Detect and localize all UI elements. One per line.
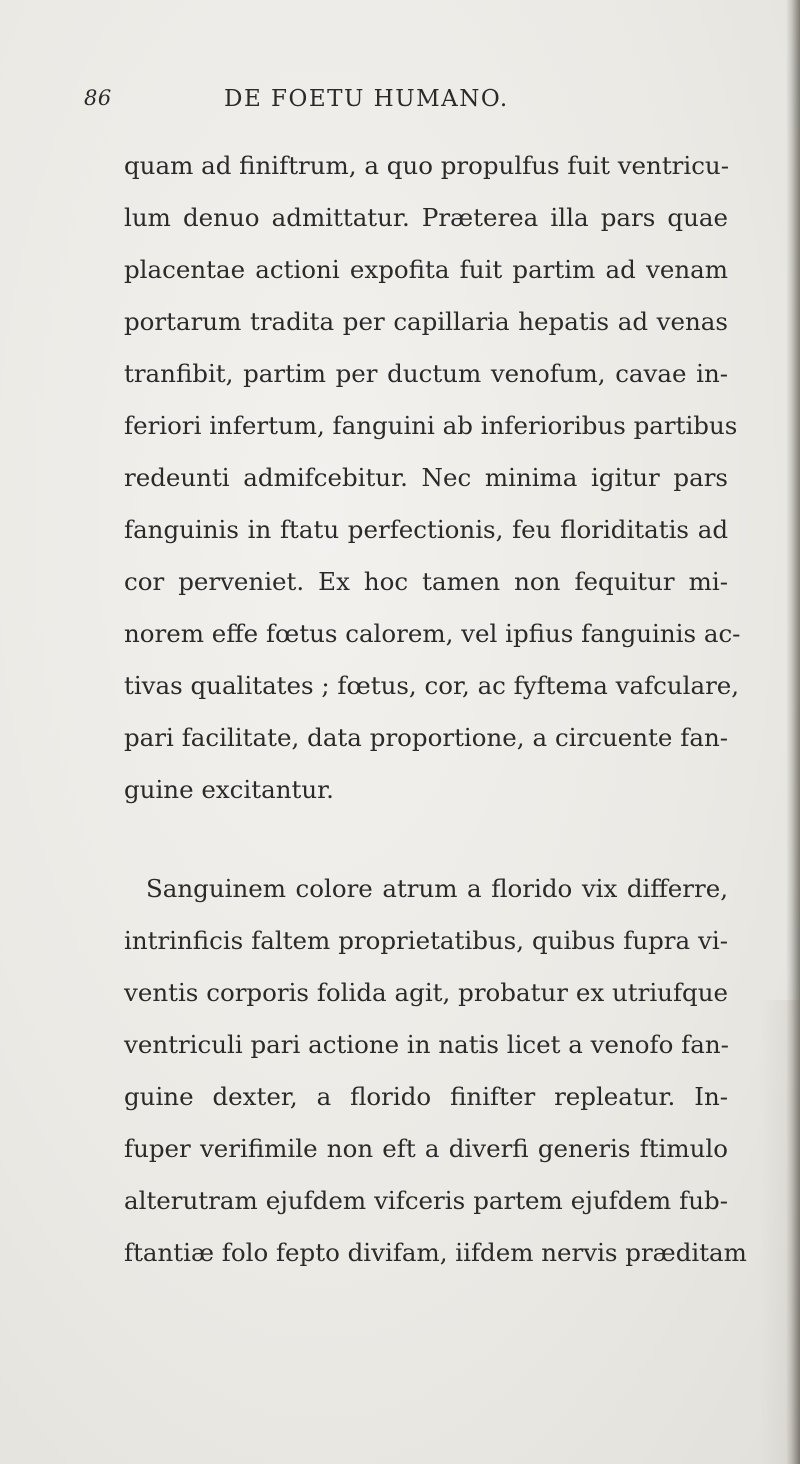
text-line: ftantiæ folo fepto divifam, iifdem nervis præditam [124, 1238, 747, 1267]
text-line: intrinficis faltem proprietatibus, quibus fupra vi- [124, 926, 728, 955]
text-line: pari facilitate, data proportione, a circuente fan- [124, 723, 728, 752]
text-line: portarum tradita per capillaria hepatis ad venas [124, 307, 728, 336]
page-number: 86 [84, 86, 112, 110]
text-line: fanguinis in ftatu perfectionis, feu floriditatis ad [124, 515, 728, 544]
text-line: Sanguinem colore atrum a florido vix differre, [146, 874, 728, 903]
text-line: quam ad finiftrum, a quo propulfus fuit ventricu- [124, 151, 729, 180]
text-line: lum denuo admittatur. Præterea illa pars quae [124, 203, 728, 232]
page-header [84, 86, 724, 126]
text-line: cor perveniet. Ex hoc tamen non fequitur mi- [124, 567, 728, 596]
text-line: tivas qualitates ; fœtus, cor, ac fyftema vafculare, [124, 671, 740, 700]
text-line: placentae actioni expofita fuit partim ad venam [124, 255, 728, 284]
text-line: redeunti admifcebitur. Nec minima igitur pars [124, 463, 728, 492]
text-line: guine dexter, a florido finifter repleatur. In- [124, 1082, 728, 1111]
page-edge-discoloration [760, 1000, 800, 1464]
text-line: guine excitantur. [124, 775, 334, 804]
text-line: ventriculi pari actione in natis licet a venofo fan- [124, 1030, 729, 1059]
body-text [124, 140, 747, 1279]
running-title: DE FOETU HUMANO. [224, 86, 509, 112]
text-line: fuper verifimile non eft a diverfi generis ftimulo [124, 1134, 728, 1163]
text-line: ventis corporis folida agit, probatur ex utriufque [124, 978, 728, 1007]
text-line: alterutram ejufdem vifceris partem ejufdem fub- [124, 1186, 728, 1215]
paragraph-break [124, 816, 728, 863]
text-line: tranfibit, partim per ductum venofum, cavae in- [124, 359, 728, 388]
text-line: feriori infertum, fanguini ab inferioribus partibus [124, 411, 738, 440]
text-line: norem effe fœtus calorem, vel ipfius fanguinis ac- [124, 619, 741, 648]
